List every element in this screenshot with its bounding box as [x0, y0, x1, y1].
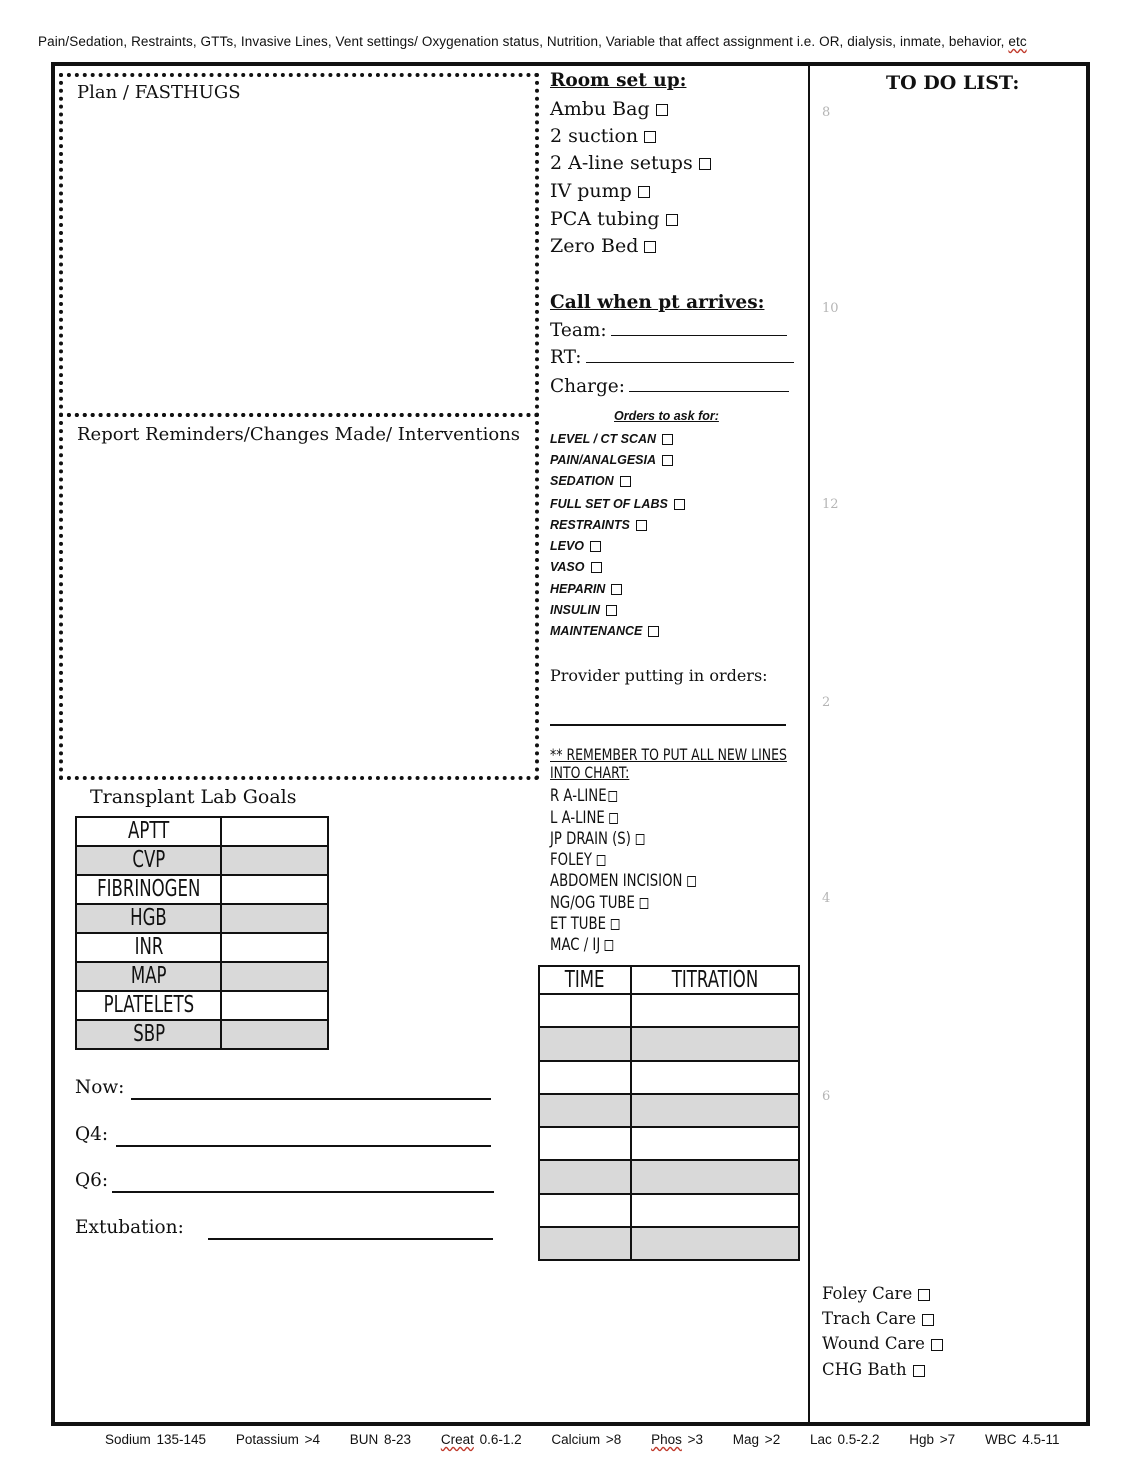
- footer-calcium: Calcium >8: [551, 1432, 622, 1447]
- order-checkbox[interactable]: [606, 605, 617, 616]
- footer-lab-ranges: [105, 1432, 1084, 1447]
- lab-value-cell[interactable]: [221, 875, 328, 904]
- line-item: NG/OG TUBE: [550, 893, 648, 913]
- care-item-foley: Foley Care: [822, 1284, 930, 1303]
- goal-extubation-field[interactable]: [208, 1238, 493, 1240]
- order-item: SEDATION: [550, 474, 631, 488]
- call-rt: RT:: [550, 347, 794, 368]
- footer-bun: BUN 8-23: [349, 1432, 412, 1447]
- titration-value-cell[interactable]: [631, 1194, 799, 1227]
- order-checkbox[interactable]: [648, 626, 659, 637]
- footer-potassium: Potassium >4: [235, 1432, 321, 1447]
- room-item-zero-bed: Zero Bed: [550, 235, 656, 257]
- room-item-iv-pump: IV pump: [550, 180, 650, 202]
- lab-goals-title: Transplant Lab Goals: [90, 786, 297, 808]
- header-topics: [38, 34, 1027, 49]
- zero-bed-checkbox[interactable]: [644, 241, 656, 253]
- order-item: VASO: [550, 560, 602, 574]
- lab-name: FIBRINOGEN: [76, 875, 221, 904]
- line-checkbox[interactable]: [608, 791, 617, 802]
- line-item: FOLEY: [550, 850, 605, 870]
- titration-value-cell[interactable]: [631, 1160, 799, 1193]
- call-charge: Charge:: [550, 376, 789, 397]
- order-checkbox[interactable]: [674, 499, 685, 510]
- lab-name: APTT: [76, 817, 221, 846]
- lab-name: HGB: [76, 904, 221, 933]
- lab-value-cell[interactable]: [221, 817, 328, 846]
- titration-header-time: TIME: [539, 966, 631, 994]
- order-checkbox[interactable]: [590, 541, 601, 552]
- wound-care-checkbox[interactable]: [931, 1339, 943, 1351]
- goal-now-label: Now:: [75, 1077, 125, 1098]
- header-etc: etc: [1008, 34, 1027, 49]
- footer-sodium: Sodium 135-145: [105, 1432, 207, 1447]
- orders-title: Orders to ask for:: [614, 409, 719, 423]
- line-item: ET TUBE: [550, 914, 619, 934]
- iv-pump-checkbox[interactable]: [638, 186, 650, 198]
- line-checkbox[interactable]: [636, 834, 645, 845]
- titration-value-cell[interactable]: [631, 1094, 799, 1127]
- header-text: Pain/Sedation, Restraints, GTTs, Invasive Lines, Vent settings/ Oxygenation status, Nutrition, Variable that affect assignment i.e. OR, dialysis, inmate, behavior,: [38, 34, 1005, 49]
- team-field[interactable]: [611, 320, 787, 336]
- order-item: INSULIN: [550, 603, 617, 617]
- lab-value-cell[interactable]: [221, 933, 328, 962]
- suction-checkbox[interactable]: [644, 131, 656, 143]
- footer-phos: Phos >3: [651, 1432, 704, 1447]
- line-checkbox[interactable]: [597, 855, 606, 866]
- provider-field[interactable]: [550, 724, 786, 726]
- trach-care-checkbox[interactable]: [922, 1314, 934, 1326]
- order-item: MAINTENANCE: [550, 624, 659, 638]
- lab-value-cell[interactable]: [221, 991, 328, 1020]
- titration-time-cell[interactable]: [539, 1227, 631, 1260]
- aline-setups-checkbox[interactable]: [699, 158, 711, 170]
- lab-name: SBP: [76, 1020, 221, 1049]
- line-item: JP DRAIN (S): [550, 829, 644, 849]
- titration-time-cell[interactable]: [539, 1061, 631, 1094]
- room-item-ambu-bag: Ambu Bag: [550, 98, 668, 120]
- titration-header-titration: TITRATION: [631, 966, 799, 994]
- room-setup-title: Room set up:: [550, 70, 687, 91]
- line-checkbox[interactable]: [640, 898, 649, 909]
- lab-name: MAP: [76, 962, 221, 991]
- goal-now-field[interactable]: [131, 1098, 491, 1100]
- todo-hour: 12: [822, 497, 839, 512]
- lab-value-cell[interactable]: [221, 904, 328, 933]
- line-item: MAC / IJ: [550, 935, 614, 955]
- line-item: ABDOMEN INCISION: [550, 871, 696, 891]
- line-checkbox[interactable]: [611, 919, 620, 930]
- line-item: L A-LINE: [550, 808, 618, 828]
- todo-hour: 4: [822, 891, 831, 906]
- report-title: Report Reminders/Changes Made/ Interventions: [77, 424, 521, 445]
- order-checkbox[interactable]: [636, 520, 647, 531]
- chg-bath-checkbox[interactable]: [913, 1365, 925, 1377]
- plan-title: Plan / FASTHUGS: [77, 82, 241, 103]
- order-checkbox[interactable]: [662, 434, 673, 445]
- goal-q4-label: Q4:: [75, 1124, 109, 1145]
- lab-name: PLATELETS: [76, 991, 221, 1020]
- order-checkbox[interactable]: [611, 584, 622, 595]
- order-item: FULL SET OF LABS: [550, 497, 685, 511]
- lab-name: INR: [76, 933, 221, 962]
- titration-time-cell[interactable]: [539, 1160, 631, 1193]
- lines-reminder-line1: ** REMEMBER TO PUT ALL NEW LINES: [550, 745, 787, 764]
- goal-q6-label: Q6:: [75, 1170, 109, 1191]
- ambu-bag-checkbox[interactable]: [656, 104, 668, 116]
- care-item-wound: Wound Care: [822, 1334, 943, 1353]
- order-checkbox[interactable]: [620, 476, 631, 487]
- line-item: R A-LINE: [550, 786, 617, 806]
- room-item-aline-setups: 2 A-line setups: [550, 152, 711, 174]
- lab-value-cell[interactable]: [221, 962, 328, 991]
- titration-value-cell[interactable]: [631, 1227, 799, 1260]
- lab-value-cell[interactable]: [221, 1020, 328, 1049]
- plan-box[interactable]: [59, 73, 539, 417]
- titration-time-cell[interactable]: [539, 1027, 631, 1060]
- care-item-chg-bath: CHG Bath: [822, 1360, 925, 1379]
- call-team: Team:: [550, 320, 787, 341]
- line-checkbox[interactable]: [605, 940, 614, 951]
- lines-reminder: [550, 746, 787, 782]
- goal-q6-field[interactable]: [112, 1191, 494, 1193]
- pca-tubing-checkbox[interactable]: [666, 214, 678, 226]
- footer-mag: Mag >2: [732, 1432, 781, 1447]
- todo-hour: 8: [822, 105, 831, 120]
- goal-extubation-label: Extubation:: [75, 1217, 184, 1238]
- todo-title: TO DO LIST:: [886, 72, 1020, 94]
- lab-name: CVP: [76, 846, 221, 875]
- order-item: LEVEL / CT SCAN: [550, 432, 673, 446]
- room-item-pca-tubing: PCA tubing: [550, 208, 678, 230]
- order-item: PAIN/ANALGESIA: [550, 453, 673, 467]
- todo-divider: [808, 64, 810, 1424]
- goal-q4-field[interactable]: [116, 1145, 491, 1147]
- titration-value-cell[interactable]: [631, 1127, 799, 1160]
- call-title: Call when pt arrives:: [550, 292, 765, 313]
- titration-value-cell[interactable]: [631, 1061, 799, 1094]
- footer-wbc: WBC 4.5-11: [984, 1432, 1060, 1447]
- line-checkbox[interactable]: [609, 813, 618, 824]
- room-item-suction: 2 suction: [550, 125, 656, 147]
- order-item: LEVO: [550, 539, 601, 553]
- line-checkbox[interactable]: [687, 876, 696, 887]
- footer-lac: Lac 0.5-2.2: [809, 1432, 880, 1447]
- titration-time-cell[interactable]: [539, 994, 631, 1027]
- care-item-trach: Trach Care: [822, 1309, 934, 1328]
- charge-field[interactable]: [629, 376, 789, 392]
- todo-hour: 6: [822, 1089, 831, 1104]
- order-checkbox[interactable]: [591, 562, 602, 573]
- titration-time-cell[interactable]: [539, 1094, 631, 1127]
- order-checkbox[interactable]: [662, 455, 673, 466]
- foley-care-checkbox[interactable]: [918, 1289, 930, 1301]
- todo-hour: 10: [822, 301, 839, 316]
- rt-field[interactable]: [586, 347, 794, 363]
- titration-time-cell[interactable]: [539, 1127, 631, 1160]
- titration-value-cell[interactable]: [631, 994, 799, 1027]
- titration-value-cell[interactable]: [631, 1027, 799, 1060]
- lab-value-cell[interactable]: [221, 846, 328, 875]
- provider-label: Provider putting in orders:: [550, 666, 768, 685]
- todo-hour: 2: [822, 695, 831, 710]
- titration-time-cell[interactable]: [539, 1194, 631, 1227]
- report-box[interactable]: [59, 413, 539, 780]
- lines-reminder-line2: INTO CHART:: [550, 763, 630, 782]
- order-item: RESTRAINTS: [550, 518, 647, 532]
- titration-table: [538, 965, 800, 1261]
- footer-hgb: Hgb >7: [909, 1432, 956, 1447]
- lab-goals-table: [75, 816, 329, 1050]
- order-item: HEPARIN: [550, 582, 622, 596]
- footer-creat: Creat 0.6-1.2: [440, 1432, 522, 1447]
